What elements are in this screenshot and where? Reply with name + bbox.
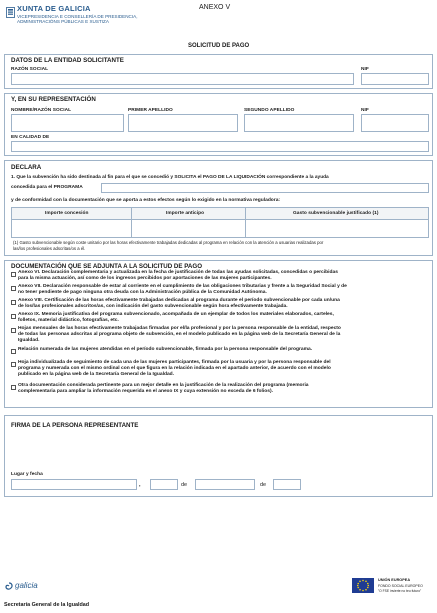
entity-section	[4, 54, 433, 89]
xunta-shield-icon	[6, 7, 15, 18]
doc-item-8-line1: Otra documentación considerada pertinente para un mejor detalle en la justificación de la realización del programa (memoria	[18, 383, 309, 388]
doc-checkbox-3[interactable]	[11, 300, 16, 305]
galicia-swirl-icon	[4, 582, 14, 592]
doc-item-3-line1: Anexo VIII. Certificación de las horas efectivamente trabajadas dedicadas al programa durante el período subvencionable por cada un/una	[18, 298, 340, 303]
doc-item-4-line1: Anexo IX. Memoria justificativa del programa subvencionado, acompañada de un ejemplar de todos los materiales elaborados, carteles,	[18, 312, 334, 317]
doc-item-7-line1: Hoja individualizada de seguimiento de cada una de las mujeres participantes, firmada por la usuaria y por la persona responsable del	[18, 360, 331, 365]
doc-checkbox-2[interactable]	[11, 286, 16, 291]
year-input[interactable]	[273, 479, 301, 490]
col-importe-concesion: Importe concesión	[45, 211, 89, 216]
segundo-apellido-label: SEGUNDO APELLIDO	[244, 108, 295, 113]
razon-social-input[interactable]	[11, 73, 354, 85]
rep-nif-label: NIF	[361, 108, 369, 113]
doc-item-5-line2: de todas las personas adscritas al programa objeto de subvención, en el modelo publicado en la página web de la Secretaría General de la	[18, 332, 341, 337]
xunta-logo	[6, 5, 15, 16]
declara-line2: concedida para el PROGRAMA	[11, 185, 83, 190]
declara-note2: las/los profesionales adscritas/os a él.	[13, 246, 86, 251]
doc-item-2-line1: Anexo VII. Declaración responsable de estar al corriente en el cumplimiento de las obligaciones tributarias y frente a la Seguridad Social y de	[18, 284, 347, 289]
doc-item-5-line1: Hojas mensuales de las horas efectivamente trabajadas firmadas por el/la profesional y por la persona responsable de la entidad, respecto	[18, 326, 341, 331]
doc-item-1-line1: Anexo VI. Declaración complementaria y actualizada en la fecha de justificación de todas las ayudas solicitadas, concedidas o percibidas	[18, 270, 338, 275]
place-date-label: Lugar y fecha	[11, 472, 43, 477]
place-input[interactable]	[11, 479, 137, 490]
department-name: Secretaría General de la Igualdad	[4, 602, 90, 608]
doc-item-1-line2: para la misma actuación, así como de los ingresos percibidos por aportaciones de las mujeres participantes.	[18, 276, 272, 281]
importe-anticipo-input[interactable]	[132, 220, 245, 237]
entity-title: DATOS DE LA ENTIDAD SOLICITANTE	[11, 57, 124, 64]
doc-checkbox-7[interactable]	[11, 362, 16, 367]
gasto-justificado-input[interactable]	[246, 220, 428, 237]
day-input[interactable]	[150, 479, 178, 490]
comma-separator: ,	[139, 482, 141, 488]
primer-apellido-label: PRIMER APELLIDO	[128, 108, 173, 113]
importe-concesion-input[interactable]	[12, 220, 131, 237]
programa-input[interactable]	[101, 183, 429, 193]
primer-apellido-input[interactable]	[128, 114, 238, 132]
amounts-table	[11, 207, 429, 238]
doc-checkbox-6[interactable]	[11, 349, 16, 354]
form-title: SOLICITUD DE PAGO	[188, 43, 250, 49]
docs-title: DOCUMENTACIÓN QUE SE ADJUNTA A LA SOLICITUD DE PAGO	[11, 263, 203, 270]
col-importe-anticipo: Importe anticipo	[166, 211, 205, 216]
declara-line3: y de conformidad con la documentación que se aporta a estos efectos según lo exigido en la normativa reguladora:	[11, 198, 281, 203]
declara-title: DECLARA	[11, 164, 42, 171]
declara-section	[4, 160, 433, 256]
org-name: XUNTA DE GALICIA	[17, 4, 91, 13]
eu-flag-icon	[352, 578, 374, 593]
en-calidad-input[interactable]	[11, 141, 429, 152]
razon-social-label: RAZÓN SOCIAL	[11, 67, 49, 72]
docs-section	[4, 260, 433, 408]
doc-item-3-line2: de los/las profesionales adscritos/as, con indicación del gasto subvencionable según hora efectivamente trabajada.	[18, 304, 288, 309]
signature-title: FIRMA DE LA PERSONA REPRESENTANTE	[11, 422, 139, 429]
eu-title: UNIÓN EUROPEA	[378, 578, 411, 582]
annex-label: ANEXO V	[199, 4, 231, 11]
galicia-logo-text: galicia	[15, 581, 38, 590]
doc-checkbox-5[interactable]	[11, 328, 16, 333]
doc-item-7-line2: programa y numerada con el mismo ordinal con el que figura en la relación indicada en el apartado anterior, de acuerdo con el modelo	[18, 366, 331, 371]
signature-section	[4, 415, 433, 497]
doc-item-5-line3: Igualdad.	[18, 338, 40, 343]
entity-nif-input[interactable]	[361, 73, 429, 85]
declara-note1: (1) Gasto subvencionable según coste unitario por las horas efectivamente trabajadas dedicadas al programa en relación con la atención a usuarias realizadas por	[13, 240, 324, 245]
doc-checkbox-8[interactable]	[11, 385, 16, 390]
col-gasto-justificado: Gasto subvencionable justificado (1)	[293, 211, 379, 216]
doc-item-7-line3: publicado en la página web de la Secretaría General de la Igualdad.	[18, 372, 175, 377]
declara-line1: 1. Que la subvención ha sido destinada al fin para el que se concedió y SOLICITA el PAGO DE LA LIQUIDACIÓN correspondiente a la ayuda	[11, 175, 329, 180]
doc-checkbox-1[interactable]	[11, 272, 16, 277]
org-sub1: VICEPRESIDENCIA E CONSELLERÍA DE PRESIDENCIA,	[17, 14, 138, 19]
eu-motto: "O FSE invierte no teu futuro"	[378, 589, 422, 593]
doc-item-6-line1: Relación numerada de las mujeres atendidas en el período subvencionable, firmada por la persona responsable del programa.	[18, 347, 313, 352]
rep-nif-input[interactable]	[361, 114, 429, 132]
org-sub2: ADMINISTRACIÓNS PÚBLICAS E XUSTIZA	[17, 19, 109, 24]
representative-section	[4, 93, 433, 156]
doc-item-4-line2: folletos, material didáctico, fotografías, etc.	[18, 318, 119, 323]
nombre-label: NOMBRE/RAZÓN SOCIAL	[11, 108, 72, 113]
galicia-logo	[4, 581, 44, 593]
doc-item-8-line2: complementaria para ampliar la información requerida en el anexo IX y cuya extensión no exceda de 6 folios).	[18, 389, 273, 394]
month-input[interactable]	[195, 479, 255, 490]
en-calidad-label: EN CALIDAD DE	[11, 135, 50, 140]
de-separator-2: de	[260, 482, 267, 488]
segundo-apellido-input[interactable]	[244, 114, 354, 132]
doc-item-2-line2: no tener pendiente de pago ninguna otra deuda con la Administración pública de la Comunidad Autónoma.	[18, 290, 267, 295]
de-separator-1: de	[181, 482, 188, 488]
doc-checkbox-4[interactable]	[11, 314, 16, 319]
representative-title: Y, EN SU REPRESENTACIÓN	[11, 96, 96, 103]
nombre-input[interactable]	[11, 114, 124, 132]
eu-fund: FONDO SOCIAL EUROPEO	[378, 584, 423, 588]
entity-nif-label: NIF	[361, 67, 369, 72]
